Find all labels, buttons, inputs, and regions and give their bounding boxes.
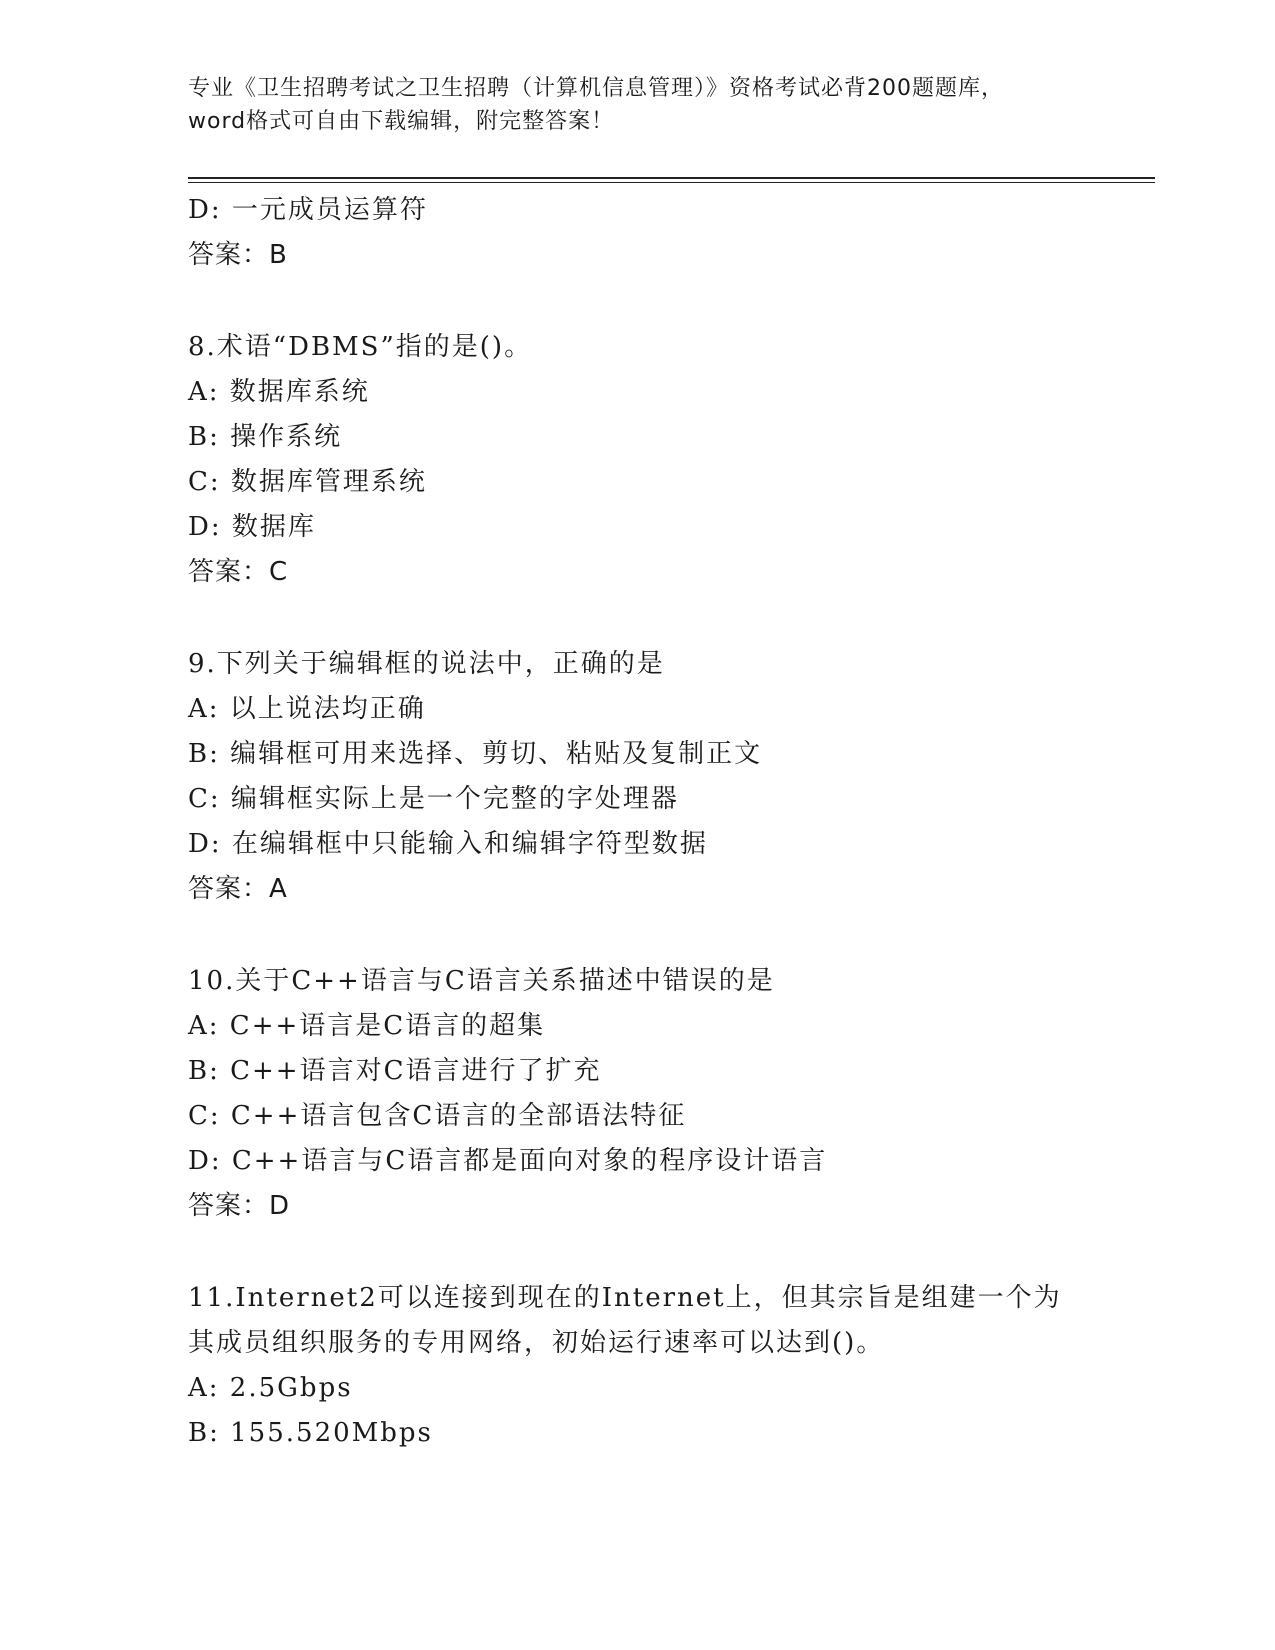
question-list	[188, 188, 1158, 1456]
option-c: C: 数据库管理系统	[188, 467, 427, 497]
header-divider	[188, 177, 1155, 183]
question-11	[188, 1276, 1158, 1456]
option-b: B: 155.520Mbps	[188, 1418, 433, 1448]
question-stem: 10.关于C++语言与C语言关系描述中错误的是	[188, 966, 775, 996]
option-d: D: 在编辑框中只能输入和编辑字符型数据	[188, 829, 708, 859]
option-b: B: 操作系统	[188, 422, 343, 452]
option-d: D: C++语言与C语言都是面向对象的程序设计语言	[188, 1146, 828, 1176]
answer: 答案：B	[188, 240, 288, 270]
question-stem-line-1: 11.Internet2可以连接到现在的Internet上，但其宗旨是组建一个为	[188, 1283, 1062, 1313]
header-line-1: 专业《卫生招聘考试之卫生招聘（计算机信息管理）》资格考试必背200题题库，	[188, 76, 1004, 101]
option-b: B: 编辑框可用来选择、剪切、粘贴及复制正文	[188, 739, 763, 769]
option-c: C: C++语言包含C语言的全部语法特征	[188, 1101, 687, 1131]
option-d: D: 一元成员运算符	[188, 195, 428, 225]
option-d: D: 数据库	[188, 512, 316, 542]
question-9	[188, 642, 1158, 912]
document-header	[188, 72, 1088, 138]
option-c: C: 编辑框实际上是一个完整的字处理器	[188, 784, 679, 814]
option-a: A: 2.5Gbps	[188, 1373, 353, 1403]
answer: 答案：D	[188, 1191, 291, 1221]
answer: 答案：C	[188, 557, 289, 587]
question-8	[188, 325, 1158, 595]
question-stem: 8.术语“DBMS”指的是()。	[188, 332, 533, 362]
option-a: A: 数据库系统	[188, 377, 370, 407]
question-stem-line-2: 其成员组织服务的专用网络，初始运行速率可以达到()。	[188, 1328, 885, 1358]
answer: 答案：A	[188, 874, 288, 904]
option-b: B: C++语言对C语言进行了扩充	[188, 1056, 602, 1086]
question-10	[188, 959, 1158, 1229]
question-stem: 9.下列关于编辑框的说法中，正确的是	[188, 649, 665, 679]
option-a: A: C++语言是C语言的超集	[188, 1011, 546, 1041]
option-a: A: 以上说法均正确	[188, 694, 426, 724]
header-line-2: word格式可自由下载编辑，附完整答案！	[188, 109, 615, 134]
